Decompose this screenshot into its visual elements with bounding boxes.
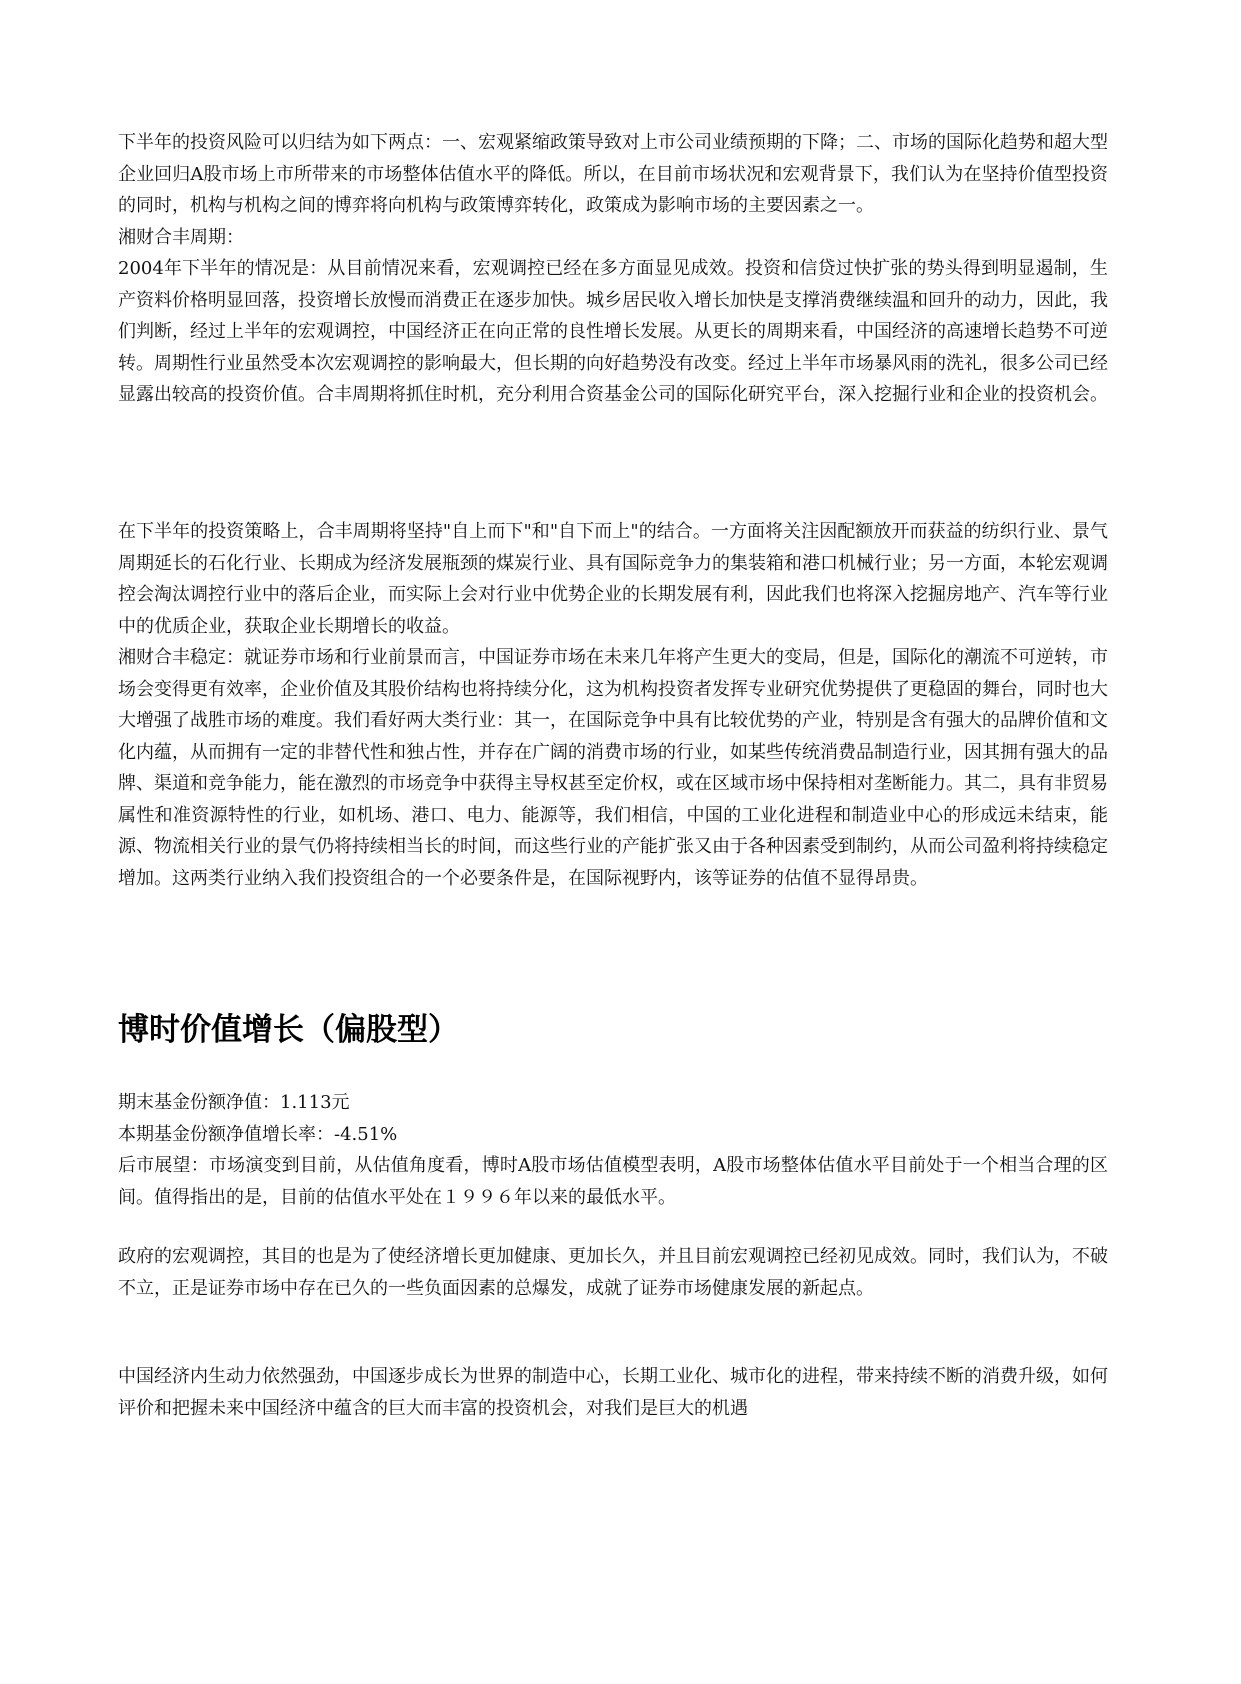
fund-nav-line: 期末基金份额净值：1.113元 — [118, 1092, 350, 1113]
section-heading: 博时价值增长（偏股型） — [118, 1012, 459, 1048]
paragraph-hefeng-stable: 湘财合丰稳定：就证券市场和行业前景而言，中国证券市场在未来几年将产生更大的变局，但是，国际化的潮流不可逆转，市场会变得更有效率，企业价值及其股价结构也将持续分化，这为机构投资者发挥专业研究优势提供了更稳固的舞台，同时也大大增强了战胜市场的难度。我们看好两大类行业：其一，在国际竞争中具有比较优势的产业，特别是含有强大的品牌价值和文化内蕴，从而拥有一定的非替代性和独占性，并存在广阔的消费市场的行业，如某些传统消费品制造行业，因其拥有强大的品牌、渠道和竞争能力，能在激烈的市场竞争中获得主导权甚至定价权，或在区域市场中保持相对垄断能力。其二，具有非贸易属性和准资源特性的行业，如机场、港口、电力、能源等，我们相信，中国的工业化进程和制造业中心的形成远未结束，能源、物流相关行业的景气仍将持续相当长的时间，而这些行业的产能扩张又由于各种因素受到制约，从而公司盈利将持续稳定增加。这两类行业纳入我们投资组合的一个必要条件是，在国际视野内，该等证券的估值不显得昂贵。 — [118, 647, 1108, 889]
paragraph-investment-strategy: 在下半年的投资策略上，合丰周期将坚持"自上而下"和"自下而上"的结合。一方面将关注因配额放开而获益的纺织行业、景气周期延长的石化行业、长期成为经济发展瓶颈的煤炭行业、具有国际竞争力的集装箱和港口机械行业；另一方面，本轮宏观调控会淘汰调控行业中的落后企业，而实际上会对行业中优势企业的长期发展有利，因此我们也将深入挖掘房地产、汽车等行业中的优质企业，获取企业长期增长的收益。 — [118, 521, 1108, 637]
paragraph-government-control: 政府的宏观调控，其目的也是为了使经济增长更加健康、更加长久，并且目前宏观调控已经初见成效。同时，我们认为，不破不立，正是证券市场中存在已久的一些负面因素的总爆发，成就了证券市场健康发展的新起点。 — [118, 1246, 1108, 1299]
fund-growth-line: 本期基金份额净值增长率：-4.51% — [118, 1123, 398, 1145]
paragraph-investment-risk: 下半年的投资风险可以归结为如下两点：一、宏观紧缩政策导致对上市公司业绩预期的下降；二、市场的国际化趋势和超大型企业回归A股市场上市所带来的市场整体估值水平的降低。所以，在目前市场状况和宏观背景下，我们认为在坚持价值型投资的同时，机构与机构之间的博弈将向机构与政策博弈转化，政策成为影响市场的主要因素之一。 — [118, 132, 1108, 216]
text-block-top — [118, 127, 1108, 411]
text-block-bosera — [118, 1087, 1108, 1213]
text-block-china-economy — [118, 1361, 1108, 1424]
paragraph-china-economy: 中国经济内生动力依然强劲，中国逐步成长为世界的制造中心，长期工业化、城市化的进程，带来持续不断的消费升级，如何评价和把握未来中国经济中蕴含的巨大而丰富的投资机会，对我们是巨大的机遇 — [118, 1366, 1108, 1419]
paragraph-hefeng-cycle-outlook: 2004年下半年的情况是：从目前情况来看，宏观调控已经在多方面显见成效。投资和信贷过快扩张的势头得到明显遏制，生产资料价格明显回落，投资增长放慢而消费正在逐步加快。城乡居民收入增长加快是支撑消费继续温和回升的动力，因此，我们判断，经过上半年的宏观调控，中国经济正在向正常的良性增长发展。从更长的周期来看，中国经济的高速增长趋势不可逆转。周期性行业虽然受本次宏观调控的影响最大，但长期的向好趋势没有改变。经过上半年市场暴风雨的洗礼，很多公司已经显露出较高的投资价值。合丰周期将抓住时机，充分利用合资基金公司的国际化研究平台，深入挖掘行业和企业的投资机会。 — [118, 258, 1108, 405]
text-block-strategy — [118, 516, 1108, 894]
text-block-government — [118, 1241, 1108, 1304]
paragraph-fund-title-hefeng-cycle: 湘财合丰周期： — [118, 226, 244, 248]
paragraph-market-outlook: 后市展望：市场演变到目前，从估值角度看，博时A股市场估值模型表明，A股市场整体估值水平目前处于一个相当合理的区间。值得指出的是，目前的估值水平处在１９９６年以来的最低水平。 — [118, 1155, 1108, 1208]
section-heading-block — [118, 1010, 1108, 1050]
